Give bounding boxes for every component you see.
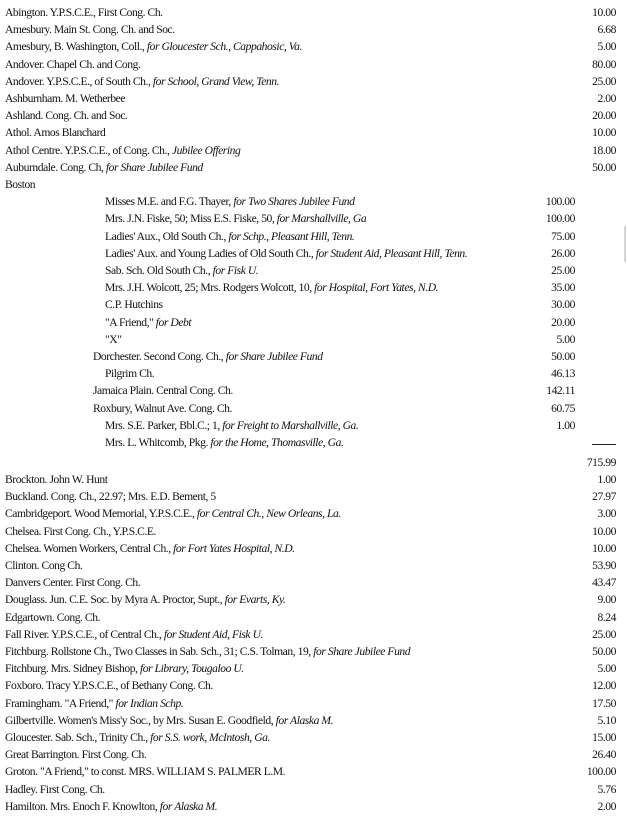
entry-description (105, 331, 530, 348)
ledger-row (0, 591, 627, 608)
entry-donor: Ladies' Aux. and Young Ladies of Old South Ch., (105, 246, 316, 260)
entry-amount: 25.00 (592, 74, 616, 88)
entry-designation: for Alaska M. (159, 799, 218, 813)
entry-subamount: 25.00 (551, 264, 575, 277)
ledger-row (0, 609, 627, 626)
ledger-row (0, 454, 627, 471)
ledger-row (0, 763, 627, 780)
entry-description (93, 400, 528, 417)
ledger-row (0, 523, 627, 540)
entry-amount: 100.00 (586, 765, 616, 779)
entry-donor: Douglass. Jun. C.E. Soc. by Myra A. Proctor, Supt., (5, 593, 225, 607)
entry-amount: 12.00 (592, 679, 616, 693)
entry-description (5, 73, 565, 90)
entry-subamount: 75.00 (551, 229, 575, 243)
entry-designation: for Fort Yates Hospital, N.D. (173, 541, 295, 555)
ledger-row (0, 712, 627, 729)
entry-description (5, 660, 565, 677)
entry-amount: 27.97 (592, 490, 616, 504)
entry-subamount: 50.00 (551, 350, 575, 363)
entry-donor: Abington. Y.P.S.C.E., First Cong. Ch. (5, 6, 163, 19)
ledger-row (0, 348, 627, 365)
entry-donor: Buckland. Cong. Ch., 22.97; Mrs. E.D. Bement, 5 (5, 490, 216, 504)
entry-donor: Ashburnham. M. Wetherbee (5, 92, 126, 105)
entry-description (5, 505, 565, 522)
entry-donor: Great Barrington. First Cong. Ch. (5, 748, 147, 762)
entry-description (5, 798, 565, 815)
entry-donor: Danvers Center. First Cong. Ch. (5, 576, 141, 590)
entry-description (5, 540, 565, 557)
entry-subamount: 60.75 (551, 401, 575, 415)
entry-description (5, 574, 565, 591)
entry-description (105, 228, 530, 245)
entry-description (5, 677, 565, 694)
entry-designation: for Gloucester Sch., Cappahosic, Va. (146, 40, 302, 54)
ledger-row (0, 695, 627, 712)
entry-designation: for Marshallville, Ga (276, 212, 367, 226)
entry-amount: 15.00 (592, 730, 616, 744)
entry-subamount: 35.00 (551, 281, 575, 295)
entry-amount: 5.10 (597, 713, 616, 727)
entry-designation: for Fisk U. (212, 264, 259, 277)
entry-description (105, 262, 530, 279)
ledger-row (0, 660, 627, 677)
ledger-row (0, 798, 627, 815)
entry-description (105, 434, 530, 451)
entry-donor: Hamilton. Mrs. Enoch F. Knowlton, (5, 799, 160, 813)
entry-designation: for School, Grand View, Tenn. (152, 74, 280, 88)
ledger-row (0, 159, 627, 176)
ledger-row (0, 296, 627, 313)
entry-description (5, 21, 565, 38)
entry-description (5, 90, 565, 107)
entry-description (5, 557, 565, 574)
entry-amount: 43.47 (592, 576, 616, 590)
entry-amount: 80.00 (592, 57, 616, 71)
entry-donor: Clinton. Cong Ch. (5, 558, 83, 572)
entry-amount: 6.68 (597, 23, 616, 37)
entry-description (105, 314, 530, 331)
entry-amount: 10.00 (592, 524, 616, 538)
entry-donor: Mrs. L. Whitcomb, Pkg. (105, 436, 211, 449)
entry-donor: Ashland. Cong. Ch. and Soc. (5, 109, 128, 123)
entry-description (5, 38, 565, 55)
entry-description (105, 279, 530, 296)
ledger-row (0, 21, 627, 38)
ledger-row (0, 210, 627, 227)
ledger-row (0, 505, 627, 522)
entry-description (5, 142, 565, 159)
ledger-row (0, 677, 627, 694)
entry-description (5, 107, 565, 124)
entry-donor: Fitchburg. Mrs. Sidney Bishop, (5, 662, 140, 676)
entry-designation: for Two Shares Jubilee Fund (233, 195, 355, 209)
entry-amount: 3.00 (597, 507, 616, 521)
entry-donor: Edgartown. Cong. Ch. (5, 610, 101, 624)
entry-donor: Jamaica Plain. Central Cong. Ch. (93, 384, 233, 398)
entry-description (5, 643, 565, 660)
ledger-row (0, 4, 627, 21)
entry-donor: "X" (105, 332, 122, 346)
entry-description (5, 124, 565, 141)
ledger-row (0, 262, 627, 279)
entry-donor: Sab. Sch. Old South Ch., (105, 264, 213, 277)
entry-donor: "A Friend," (105, 315, 156, 329)
entry-description (105, 417, 530, 434)
entry-amount: 10.00 (592, 541, 616, 555)
entry-description (5, 488, 565, 505)
entry-donor: Auburndale. Cong. Ch, (5, 160, 106, 174)
entry-subamount: 1.00 (556, 418, 575, 432)
entry-amount: 18.00 (592, 143, 616, 157)
entry-donor: Framingham. "A Friend," (5, 696, 116, 710)
entry-designation: for Evarts, Ky. (224, 593, 286, 607)
entry-amount: 5.00 (597, 40, 616, 54)
entry-donor: Mrs. J.N. Fiske, 50; Miss E.S. Fiske, 50, (105, 212, 277, 226)
entry-designation: for Schp., Pleasant Hill, Tenn. (228, 229, 355, 243)
ledger-row (0, 382, 627, 399)
entry-subamount: 100.00 (545, 195, 575, 209)
entry-designation: for S.S. work, McIntosh, Ga. (150, 730, 270, 744)
entry-amount: 17.50 (592, 696, 616, 710)
entry-description (93, 382, 528, 399)
entry-designation: for Share Jubilee Fund (313, 644, 411, 658)
entry-subamount: 46.13 (551, 367, 575, 381)
entry-donor: Foxboro. Tracy Y.P.S.C.E., of Bethany Cong. Ch. (5, 679, 213, 693)
ledger-row (0, 279, 627, 296)
entry-description (105, 245, 530, 262)
ledger-row (0, 729, 627, 746)
entry-donor: Athol. Amos Blanchard (5, 126, 106, 140)
entry-description (105, 210, 530, 227)
ledger-row (0, 314, 627, 331)
entry-donor: Andover. Y.P.S.C.E., of South Ch., (5, 74, 153, 88)
entry-amount: 1.00 (597, 472, 616, 486)
entry-amount: 715.99 (586, 455, 616, 469)
ledger-row (0, 38, 627, 55)
entry-designation: for Share Jubilee Fund (105, 160, 203, 174)
ledger-row (0, 331, 627, 348)
ledger-row (0, 488, 627, 505)
entry-donor: Amesbury, B. Washington, Coll., (5, 40, 147, 54)
entry-designation: for Freight to Marshallville, Ga. (222, 418, 359, 432)
entry-subamount: 20.00 (551, 315, 575, 329)
entry-description (5, 56, 565, 73)
ledger-row (0, 417, 627, 434)
entry-designation: for the Home, Thomasville, Ga. (210, 436, 344, 449)
entry-donor: Boston (5, 178, 36, 191)
entry-donor: Fall River. Y.P.S.C.E., of Central Ch., (5, 627, 164, 641)
entry-donor: Groton. "A Friend," to const. MRS. WILLIAM S. PALMER L.M. (5, 765, 286, 779)
entry-subamount: 26.00 (551, 246, 575, 260)
ledger-row (0, 746, 627, 763)
entry-amount: 10.00 (592, 6, 616, 19)
entry-description (5, 176, 565, 193)
ledger-row (0, 56, 627, 73)
entry-description (105, 365, 530, 382)
entry-description (5, 591, 565, 608)
entry-description (5, 746, 565, 763)
ledger-row (0, 781, 627, 798)
entry-donor: Brockton. John W. Hunt (5, 472, 108, 486)
entry-description (5, 159, 565, 176)
entry-donor: Mrs. J.H. Wolcott, 25; Mrs. Rodgers Wolcott, 10, (105, 281, 315, 295)
entry-designation: for Library, Tougaloo U. (139, 662, 244, 676)
entry-donor: Amesbury. Main St. Cong. Ch. and Soc. (5, 23, 175, 37)
ledger-row (0, 228, 627, 245)
entry-designation: for Alaska M. (275, 713, 334, 727)
entry-designation: for Central Ch., New Orleans, La. (196, 507, 341, 521)
entry-amount: 53.90 (592, 558, 616, 572)
entry-amount: 2.00 (597, 92, 616, 105)
ledger-row (0, 557, 627, 574)
entry-designation: for Student Aid, Pleasant Hill, Tenn. (315, 246, 468, 260)
entry-designation: for Debt (155, 315, 192, 329)
entry-description (5, 781, 565, 798)
entry-donor: Pilgrim Ch. (105, 367, 155, 381)
ledger-row (0, 193, 627, 210)
entry-description (5, 523, 565, 540)
entry-subamount: 5.00 (556, 332, 575, 346)
ledger-row (0, 73, 627, 90)
entry-designation: for Student Aid, Fisk U. (163, 627, 263, 641)
entry-description (5, 626, 565, 643)
entry-subamount: 30.00 (551, 298, 575, 312)
entry-designation: Jubilee Offering (171, 143, 241, 157)
entry-amount: 25.00 (592, 627, 616, 641)
entry-description (5, 609, 565, 626)
entry-amount: 10.00 (592, 126, 616, 140)
ledger-row (0, 90, 627, 107)
ledger-row (0, 142, 627, 159)
entry-donor: Chelsea. Women Workers, Central Ch., (5, 541, 174, 555)
entry-donor: Hadley. First Cong. Ch. (5, 782, 105, 796)
entry-amount: 20.00 (592, 109, 616, 123)
entry-description (5, 471, 565, 488)
entry-amount: 9.00 (597, 593, 616, 607)
ledger-row (0, 107, 627, 124)
ledger-row (0, 245, 627, 262)
entry-donor: Roxbury, Walnut Ave. Cong. Ch. (93, 401, 232, 415)
entry-designation: for Hospital, Fort Yates, N.D. (314, 281, 439, 295)
entry-donor: C.P. Hutchins (105, 298, 163, 312)
entry-amount: 50.00 (592, 644, 616, 658)
entry-description (105, 296, 530, 313)
ledger-row (0, 540, 627, 557)
entry-description (5, 695, 565, 712)
entry-description (5, 763, 565, 780)
entry-donor: Fitchburg. Rollstone Ch., Two Classes in Sab. Sch., 31; C.S. Tolman, 19, (5, 644, 314, 658)
entry-donor: Misses M.E. and F.G. Thayer, (105, 195, 234, 209)
ledger-row (0, 400, 627, 417)
entry-designation: for Indian Schp. (115, 696, 184, 710)
ledger-row (0, 471, 627, 488)
entry-amount: 5.76 (597, 782, 616, 796)
entry-donor: Gloucester. Sab. Sch., Trinity Ch., (5, 730, 151, 744)
ledger-row (0, 124, 627, 141)
entry-amount: 8.24 (597, 610, 616, 624)
entry-description (5, 4, 565, 21)
entry-donor: Athol Centre. Y.P.S.C.E., of Cong. Ch., (5, 143, 172, 157)
entry-donor: Dorchester. Second Cong. Ch., (93, 350, 226, 363)
entry-amount: 5.00 (597, 662, 616, 676)
entry-description (93, 348, 528, 365)
entry-subamount: 100.00 (545, 212, 575, 226)
entry-amount: 26.40 (592, 748, 616, 762)
ledger-row (0, 176, 627, 193)
entry-donor: Gilbertville. Women's Miss'y Soc., by Mrs. Susan E. Goodfield, (5, 713, 276, 727)
ledger-row (0, 643, 627, 660)
ledger-row (0, 626, 627, 643)
entry-donor: Cambridgeport. Wood Memorial, Y.P.S.C.E., (5, 507, 197, 521)
entry-donor: Ladies' Aux., Old South Ch., (105, 229, 229, 243)
ledger-row (0, 434, 627, 451)
entry-amount: 50.00 (592, 160, 616, 174)
entry-description (5, 712, 565, 729)
entry-description (105, 193, 530, 210)
entry-amount: 2.00 (597, 799, 616, 813)
entry-donor: Chelsea. First Cong. Ch., Y.P.S.C.E. (5, 524, 156, 538)
ledger-row (0, 574, 627, 591)
entry-subamount: 142.11 (546, 384, 575, 398)
entry-designation: for Share Jubilee Fund (225, 350, 323, 363)
entry-description (5, 729, 565, 746)
entry-donor: Andover. Chapel Ch. and Cong. (5, 57, 141, 71)
ledger-row (0, 365, 627, 382)
entry-donor: Mrs. S.E. Parker, Bbl.C.; 1, (105, 418, 223, 432)
